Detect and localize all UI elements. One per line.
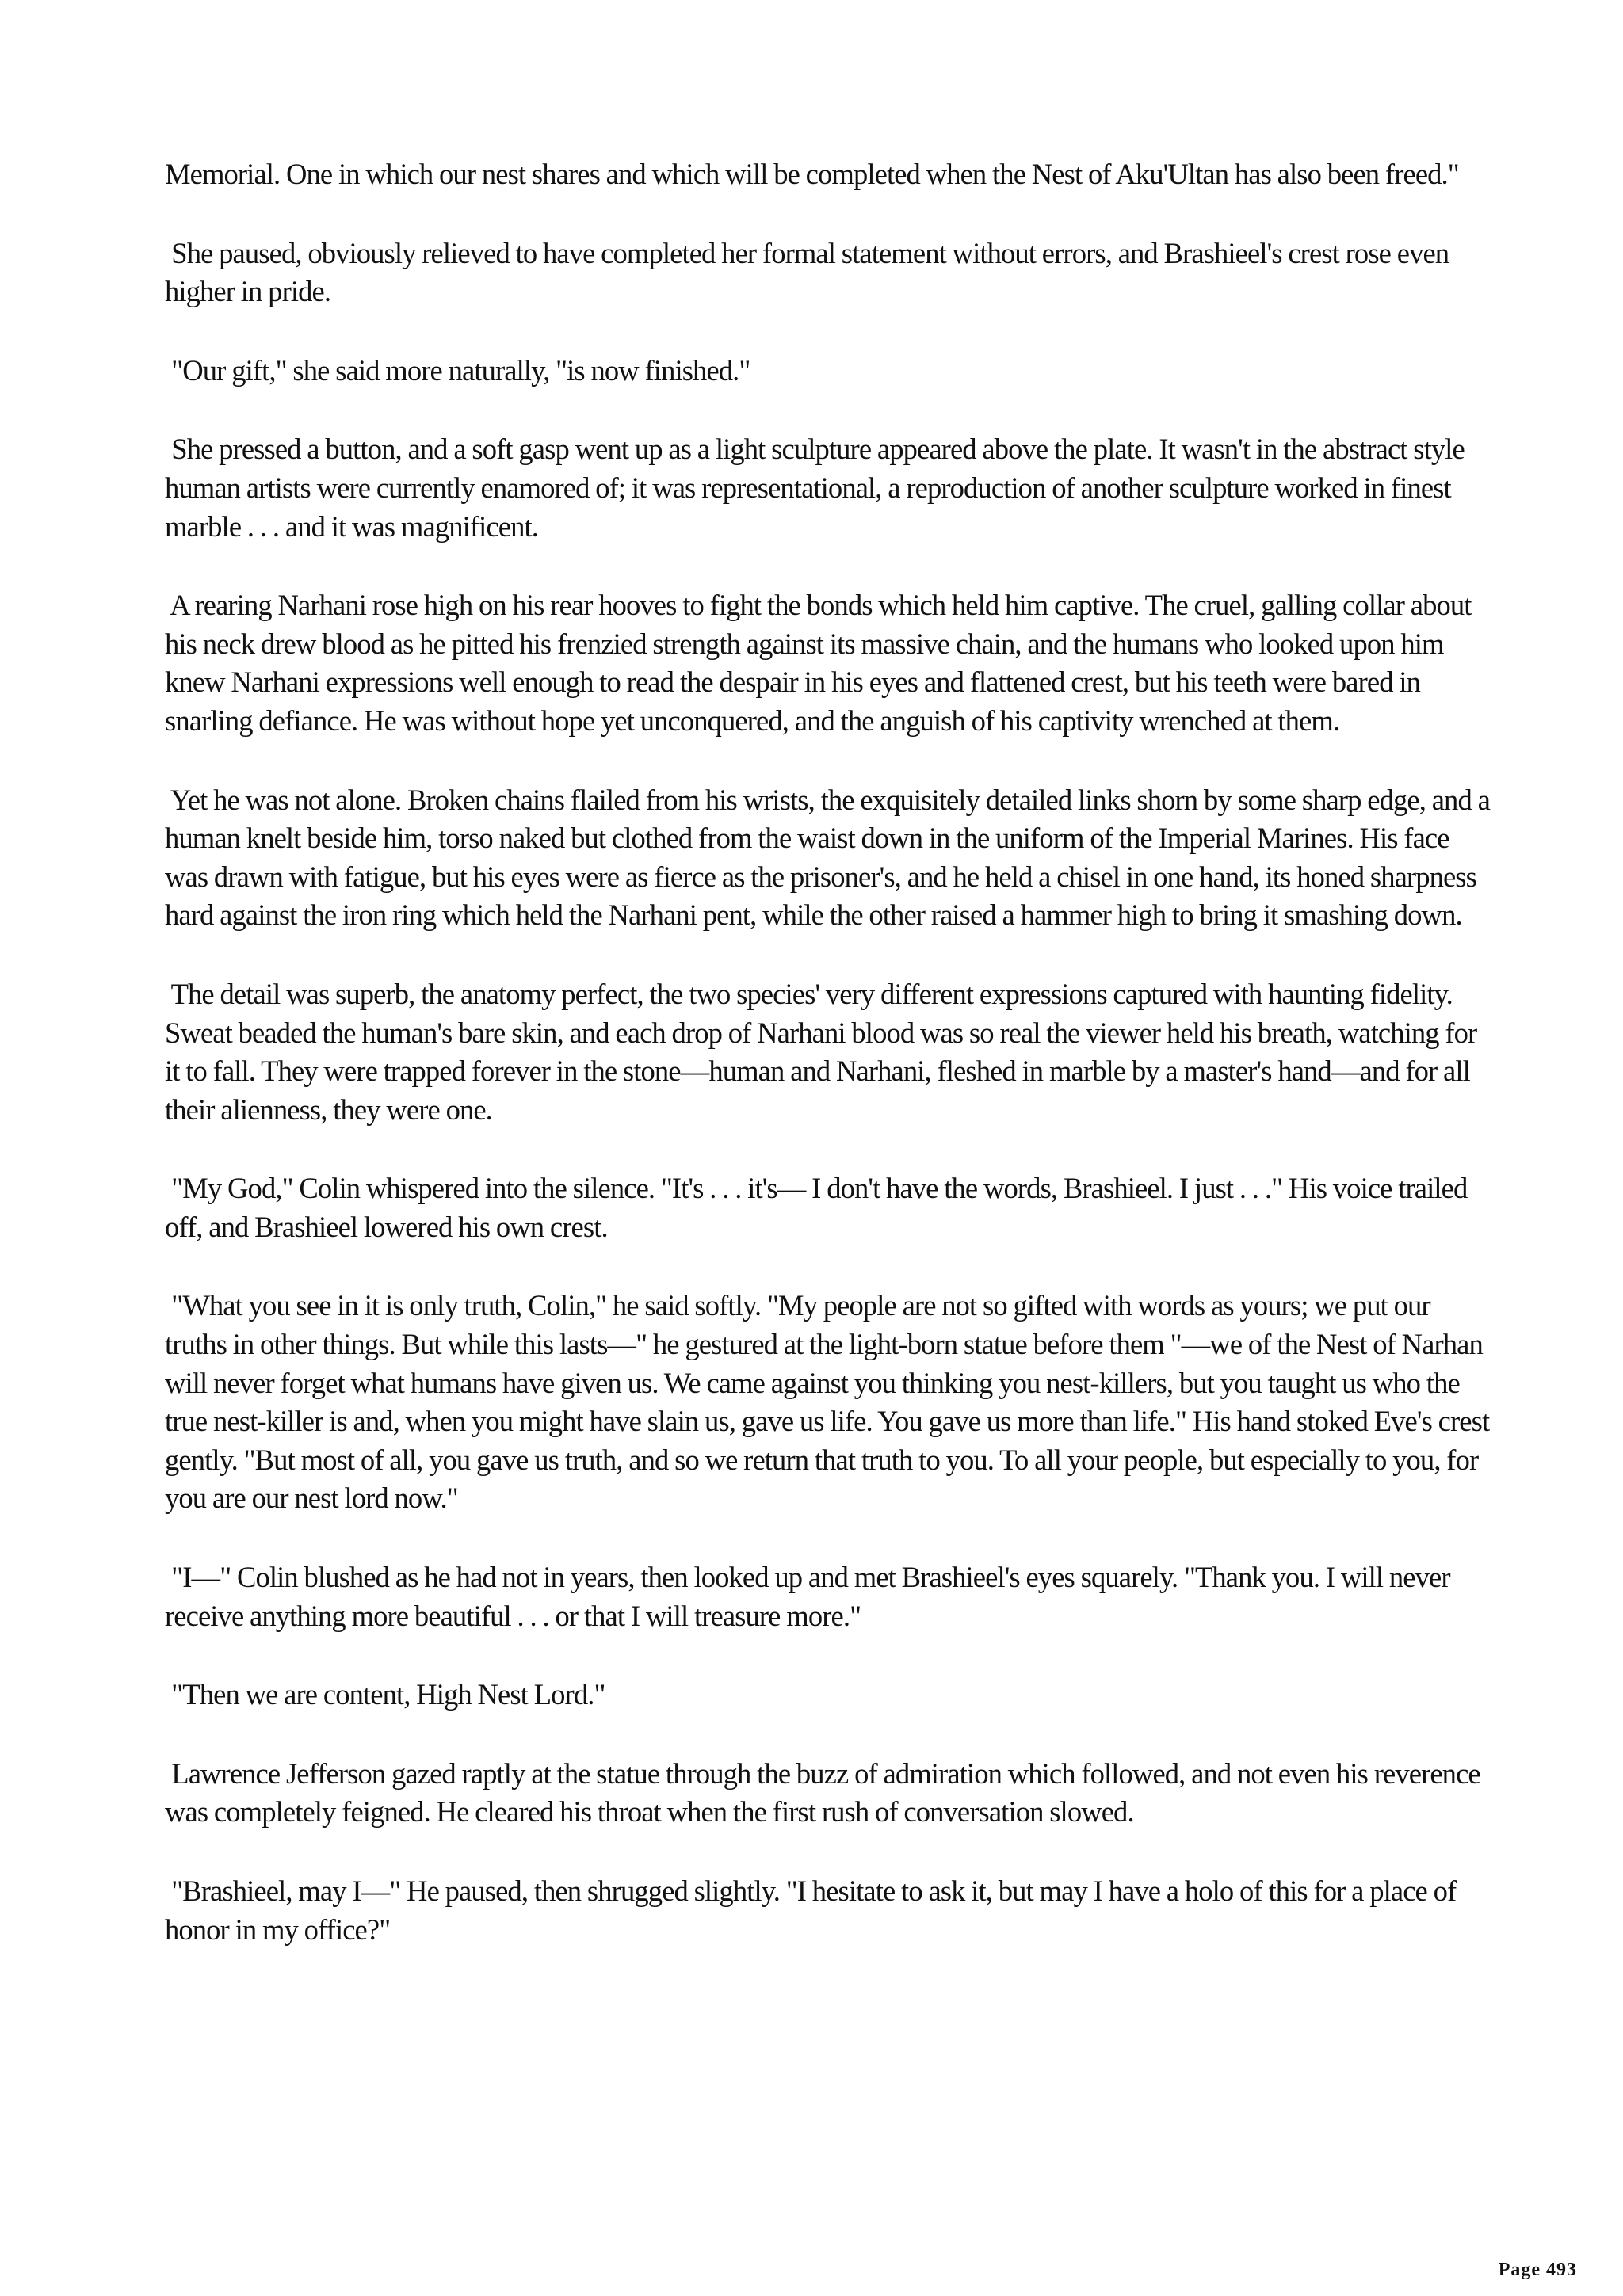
paragraph-12: Lawrence Jefferson gazed raptly at the statue through the buzz of admiration which followed, and not even his reverence was completely feigned. He cleared his throat when the first rush of conversation slowed. — [165, 1756, 1480, 1829]
page-body — [165, 155, 1496, 1989]
paragraph-2: She paused, obviously relieved to have completed her formal statement without errors, and Brashieel's crest rose even higher in pride. — [165, 236, 1449, 308]
paragraph-5: A rearing Narhani rose high on his rear hooves to fight the bonds which held him captive. The cruel, galling collar about his neck drew blood as he pitted his frenzied strength against its massive chain, and the humans who looked upon him knew Narhani expressions well enough to read the despair in his eyes and flattened crest, but his teeth were bared in snarling defiance. He was without hope yet unconquered, and the anguish of his captivity wrenched at them. — [165, 589, 1472, 737]
paragraph-1: Memorial. One in which our nest shares and which will be completed when the Nest of Aku'Ultan has also been freed." — [165, 158, 1459, 190]
paragraph-3: "Our gift," she said more naturally, "is now finished." — [171, 353, 750, 387]
paragraph-11: "Then we are content, High Nest Lord." — [171, 1678, 605, 1711]
paragraph-6: Yet he was not alone. Broken chains flailed from his wrists, the exquisitely detailed links shorn by some sharp edge, and a human knelt beside him, torso naked but clothed from the waist down in the uniform of the Imperial Marines. His face was drawn with fatigue, but his eyes were as fierce as the prisoner's, and he held a chisel in one hand, its honed sharpness hard against the iron ring which held the Narhani pent, while the other raised a hammer high to bring it smashing down. — [165, 783, 1490, 932]
paragraph-9: "What you see in it is only truth, Colin," he said softly. "My people are not so gifted with words as yours; we put our truths in other things. But while this lasts—" he gestured at the light-born statue before them "—we of the Nest of Narhan will never forget what humans have given us. We came against you thinking you nest-killers, but you taught us who the true nest-killer is and, when you might have slain us, gave us life. You gave us more than life." His hand stoked Eve's crest gently. "But most of all, you gave us truth, and so we return that truth to you. To all your people, but especially to you, for you are our nest lord now." — [165, 1289, 1490, 1515]
paragraph-10: "I—" Colin blushed as he had not in years, then looked up and met Brashieel's eyes squarely. "Thank you. I will never receive anything more beautiful . . . or that I will treasure more." — [165, 1561, 1450, 1632]
paragraph-4: She pressed a button, and a soft gasp went up as a light sculpture appeared above the plate. It wasn't in the abstract style human artists were currently enamored of; it was representational, a reproduction of another sculpture worked in finest marble . . . and it was magnificent. — [165, 433, 1465, 543]
paragraph-8: "My God," Colin whispered into the silence. "It's . . . it's— I don't have the words, Brashieel. I just . . ." His voice trailed off, and Brashieel lowered his own crest. — [165, 1172, 1468, 1243]
page-number: Page 493 — [1498, 2260, 1577, 2280]
paragraph-13: "Brashieel, may I—" He paused, then shrugged slightly. "I hesitate to ask it, but may I have a holo of this for a place of honor in my office?" — [165, 1875, 1457, 1946]
paragraph-7: The detail was superb, the anatomy perfect, the two species' very different expressions captured with haunting fidelity. Sweat beaded the human's bare skin, and each drop of Narhani blood was so real the viewer held his breath, watching for it to fall. They were trapped forever in the stone—human and Narhani, fleshed in marble by a master's hand—and for all their alienness, they were one. — [165, 977, 1477, 1126]
